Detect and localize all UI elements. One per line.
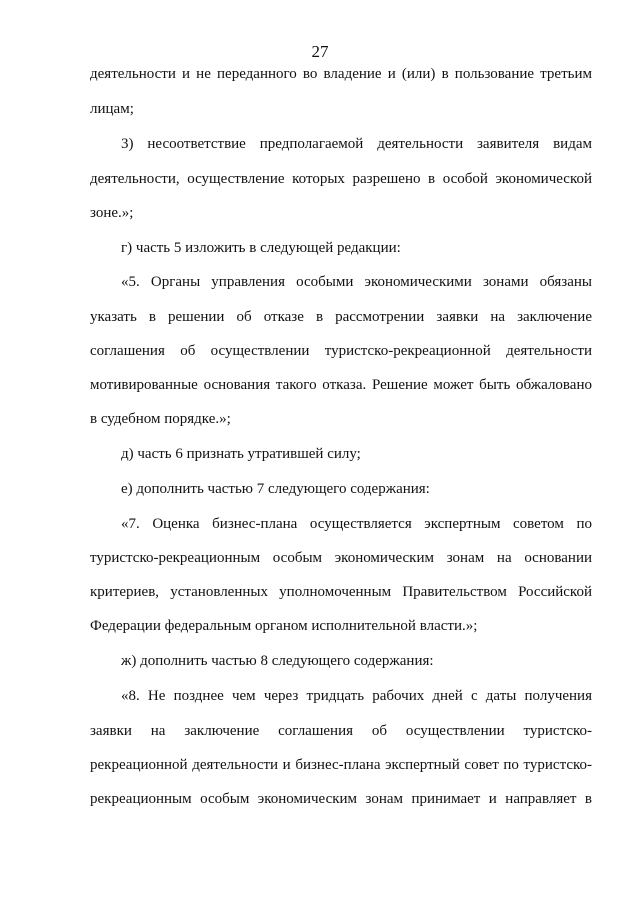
text-line: ж) дополнить частью 8 следующего содержания:: [121, 653, 434, 669]
text-line: рекреационным особым экономическим зонам принимает и направляет в: [90, 791, 592, 807]
text-line: указать в решении об отказе в рассмотрении заявки на заключение: [90, 309, 592, 325]
text-line: в судебном порядке.»;: [90, 411, 231, 427]
text-line: лицам;: [90, 101, 134, 117]
text-line: д) часть 6 признать утратившей силу;: [121, 446, 361, 462]
text-line: рекреационной деятельности и бизнес-плана экспертный совет по туристско-: [90, 757, 592, 773]
text-line: зоне.»;: [90, 205, 134, 221]
text-line: мотивированные основания такого отказа. Решение может быть обжаловано: [90, 377, 592, 393]
text-line: «5. Органы управления особыми экономическими зонами обязаны: [121, 274, 592, 290]
text-line: 3) несоответствие предполагаемой деятельности заявителя видам: [121, 136, 592, 152]
text-line: г) часть 5 изложить в следующей редакции:: [121, 240, 401, 256]
text-line: деятельности, осуществление которых разрешено в особой экономической: [90, 171, 592, 187]
text-line: заявки на заключение соглашения об осуществлении туристско-: [90, 723, 592, 739]
text-line: «8. Не позднее чем через тридцать рабочих дней с даты получения: [121, 688, 592, 704]
text-line: соглашения об осуществлении туристско-рекреационной деятельности: [90, 343, 592, 359]
page-number: 27: [311, 42, 329, 61]
text-line: Федерации федеральным органом исполнительной власти.»;: [90, 618, 478, 634]
text-line: «7. Оценка бизнес-плана осуществляется экспертным советом по: [121, 516, 592, 532]
text-line: деятельности и не переданного во владение и (или) в пользование третьим: [90, 66, 592, 82]
text-line: критериев, установленных уполномоченным Правительством Российской: [90, 584, 592, 600]
text-line: е) дополнить частью 7 следующего содержания:: [121, 481, 430, 497]
text-line: туристско-рекреационным особым экономическим зонам на основании: [90, 550, 592, 566]
